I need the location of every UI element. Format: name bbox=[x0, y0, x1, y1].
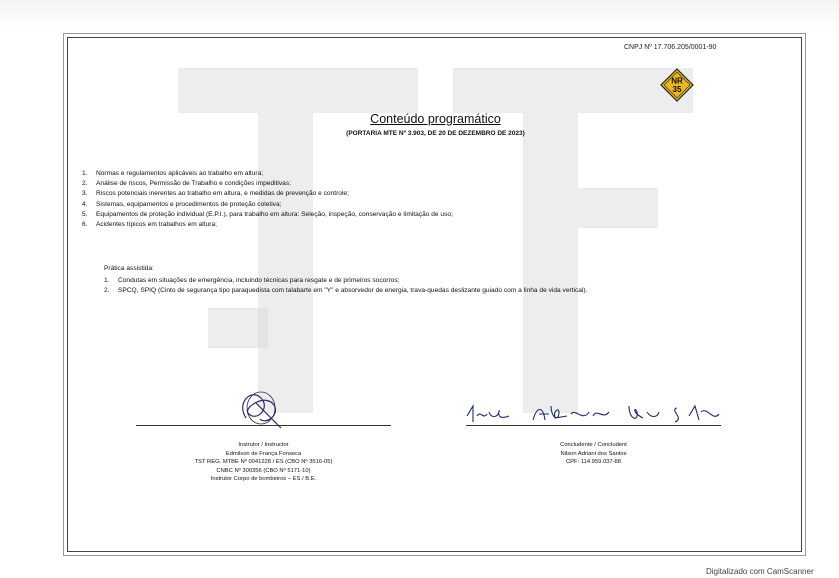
instructor-block bbox=[136, 441, 391, 484]
certificate-page bbox=[67, 37, 802, 552]
pratica-list bbox=[104, 276, 764, 296]
list-item: 5. Equipamentos de proteção individual (E.P.I.), para trabalho em altura: Seleção, inspeção, conservação e limitação de uso; bbox=[82, 210, 453, 218]
instructor-role: Instrutor / Instructor bbox=[238, 442, 289, 448]
content-list bbox=[82, 169, 453, 230]
list-item: 6. Acidentes típicos em trabalhos em altura; bbox=[82, 220, 217, 228]
scanner-footer-note: Digitalizado com CamScanner bbox=[706, 567, 814, 576]
concluder-cpf: CPF: 114.959.037-88 bbox=[566, 459, 621, 466]
instructor-signature-line bbox=[136, 425, 391, 426]
instructor-reg1: TST REG. MTBE Nº 0041228 / ES (CBO Nº 3516-05) bbox=[194, 459, 333, 466]
nr35-badge-icon bbox=[660, 68, 694, 102]
concluder-block bbox=[466, 441, 721, 467]
list-item: 4. Sistemas, equipamentos e procedimentos de proteção coletiva; bbox=[82, 200, 282, 208]
badge-bottom-text: 35 bbox=[672, 85, 682, 94]
list-item: 2. Análise de riscos, Permissão de Trabalho e condições impeditivas; bbox=[82, 180, 291, 188]
instructor-reg2: CNBC Nº 300356 (CBO Nº 5171-10) bbox=[216, 467, 311, 474]
cnpj-text: CNPJ Nº 17.706.205/0001-90 bbox=[624, 44, 717, 51]
concluder-signature-line bbox=[466, 425, 721, 426]
pratica-heading: Prática assistida: bbox=[104, 265, 154, 272]
page-title: Conteúdo programático bbox=[370, 112, 501, 126]
concluder-role: Concludente / Concludent bbox=[560, 442, 627, 448]
list-item: 1. Normas e regulamentos aplicáveis ao trabalho em altura; bbox=[82, 170, 264, 177]
list-item: 3. Riscos potenciais inerentes ao trabalho em altura, e medidas de prevenção e controle; bbox=[82, 190, 349, 198]
list-item: 1. Condutas em situações de emergência, incluindo técnicas para resgate e de primeiros socorros; bbox=[104, 277, 400, 284]
scan-top-shadow bbox=[0, 0, 839, 30]
instructor-name: Edmilson de França Fonseca bbox=[225, 450, 302, 457]
list-item: 2. SPCQ, SPIQ (Cinto de segurança tipo paraquedista com talabarte em "Y" e absorvedor de energia, trava-quedas deslizante guiado com a linha de vida vertical). bbox=[104, 287, 588, 295]
instructor-reg3: Instrutor Corpo de bombeiros – ES / B.E. bbox=[210, 476, 317, 483]
badge-top-text: NR bbox=[671, 76, 683, 86]
page-subtitle: (PORTARIA MTE Nº 3.903, DE 20 DE DEZEMBRO DE 2023) bbox=[346, 130, 525, 137]
concluder-name: Nilson Adriani dos Santos bbox=[560, 450, 627, 457]
